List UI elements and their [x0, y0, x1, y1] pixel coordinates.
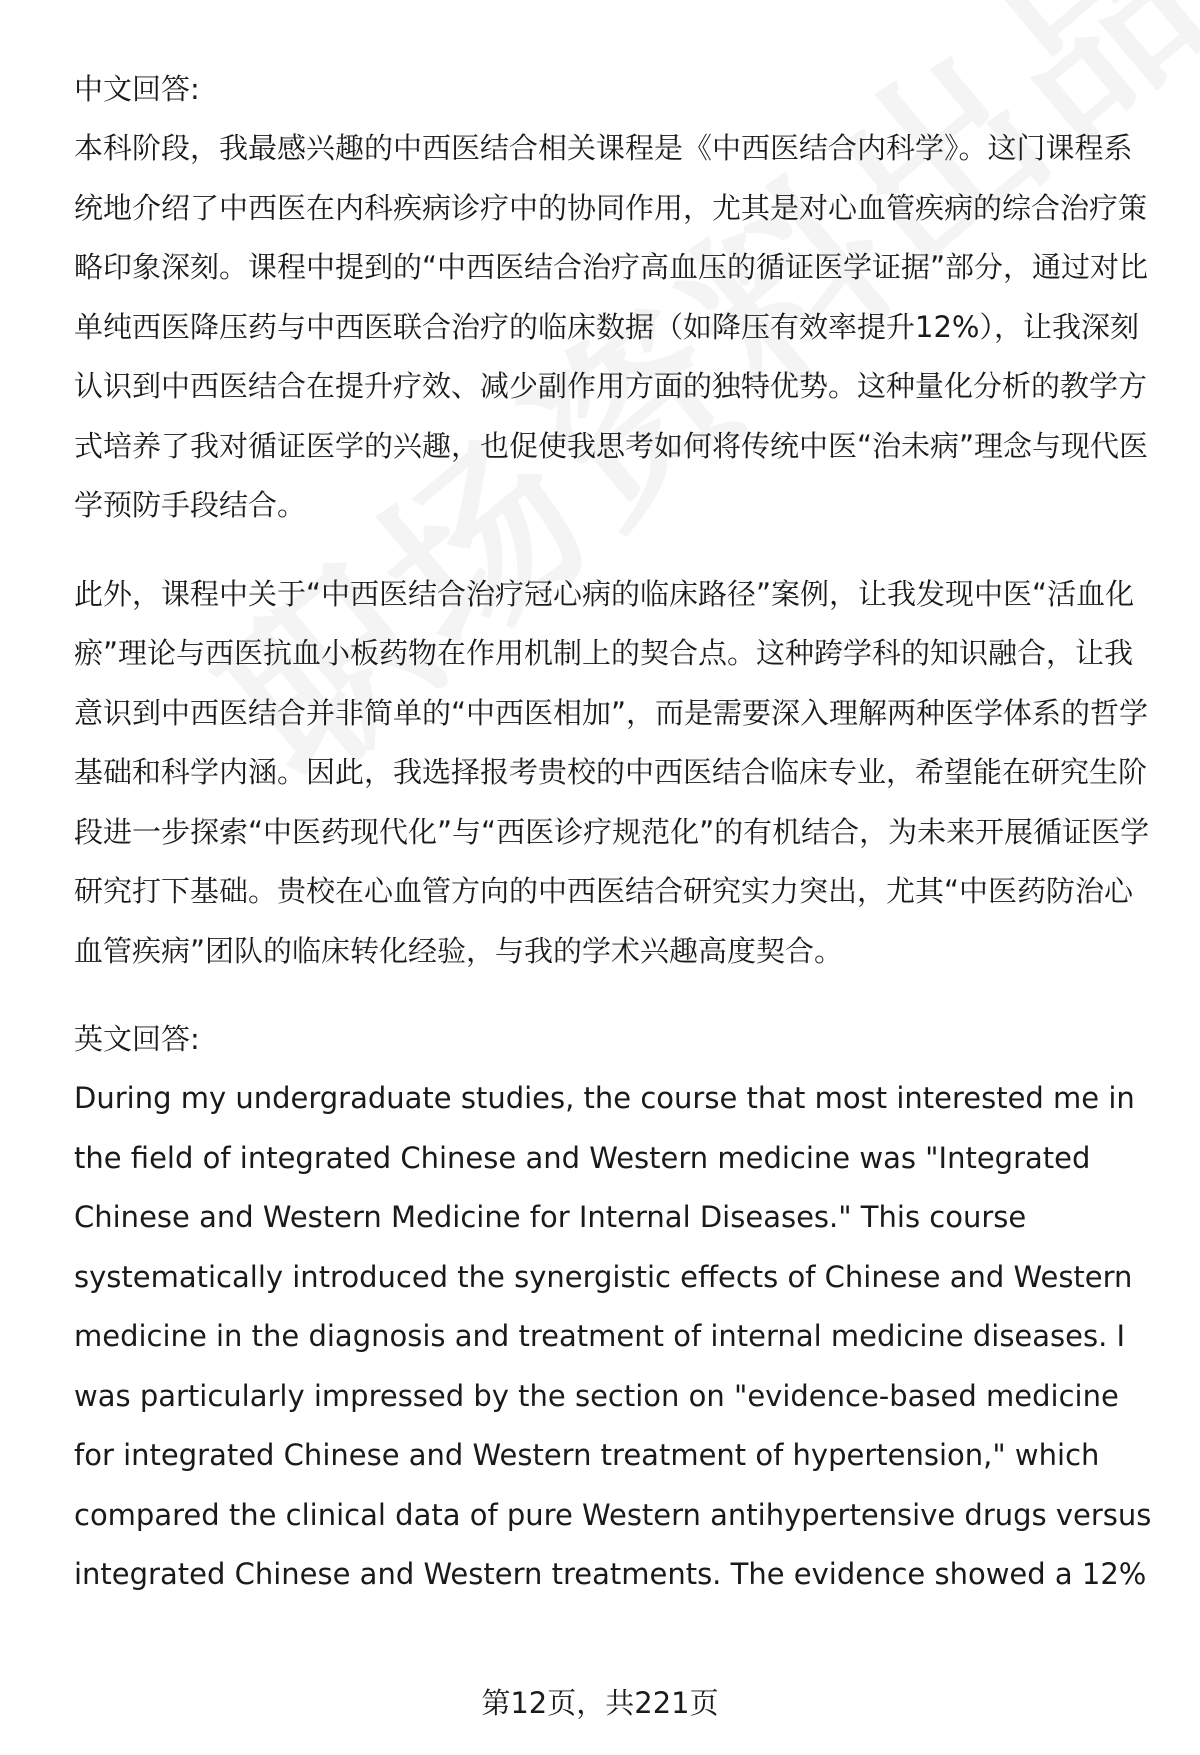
en-heading: 英文回答: — [74, 1022, 200, 1056]
page-number: 第12页，共221页 — [481, 1686, 719, 1720]
en-paragraph: During my undergraduate studies, the course that most interested me in the field of integrated Chinese and Western medicine was "Integrated Chinese and Western Medicine for Internal Diseases." This course systematically introduced the synergistic effects of Chinese and Western medicine in the diagnosis and treatment of internal medicine diseases. I was particularly impressed by the section on "evidence-based medicine for integrated Chinese and Western treatment of hypertension," which compared the clinical data of pure Western antihypertensive drugs versus integrated Chinese and Western treatments. The evidence showed a 12% — [74, 1081, 1152, 1591]
cn-heading: 中文回答: — [74, 72, 200, 106]
paragraph-gap — [74, 536, 1160, 565]
cn-paragraph-2: 此外，课程中关于“中西医结合治疗冠心病的临床路径”案例，让我发现中医“活血化瘀”理论与西医抗血小板药物在作用机制上的契合点。这种跨学科的知识融合，让我意识到中西医结合并非简单的“中西医相加”，而是需要深入理解两种医学体系的哲学基础和科学内涵。因此，我选择报考贵校的中西医结合临床专业，希望能在研究生阶段进一步探索“中医药现代化”与“西医诊疗规范化”的有机结合，为未来开展循证医学研究打下基础。贵校在心血管方向的中西医结合研究实力突出，尤其“中医药防治心血管疾病”团队的临床转化经验，与我的学术兴趣高度契合。 — [74, 576, 1150, 968]
document-page — [74, 60, 1160, 1605]
paragraph-gap — [74, 981, 1160, 1010]
cn-paragraph-1: 本科阶段，我最感兴趣的中西医结合相关课程是《中西医结合内科学》。这门课程系统地介绍了中西医在内科疾病诊疗中的协同作用，尤其是对心血管疾病的综合治疗策略印象深刻。课程中提到的“中西医结合治疗高血压的循证医学证据”部分，通过对比单纯西医降压药与中西医联合治疗的临床数据（如降压有效率提升12%），让我深刻认识到中西医结合在提升疗效、减少副作用方面的独特优势。这种量化分析的教学方式培养了我对循证医学的兴趣，也促使我思考如何将传统中医“治未病”理念与现代医学预防手段结合。 — [74, 131, 1149, 522]
